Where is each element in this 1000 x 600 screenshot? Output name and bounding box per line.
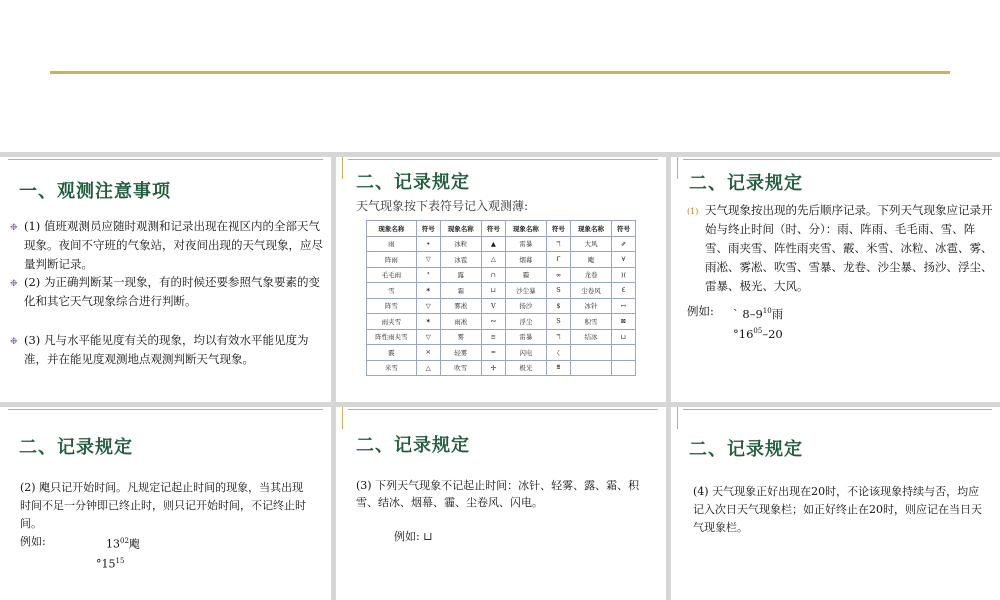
- item-1: (1) 值班观测员应随时观测和记录出现在视区内的全部天气现象。夜间不守班的气象站，对夜间出现的天气现象，应尽量判断记录。: [24, 219, 323, 271]
- table-cell: 雷暴: [505, 329, 546, 345]
- rain-symbol: `: [733, 306, 739, 321]
- table-cell: 飑: [570, 252, 611, 268]
- slide-side-rule: [342, 407, 343, 429]
- table-cell: S: [546, 314, 570, 330]
- table-intro: 天气现象按下表符号记入观测薄:: [356, 199, 529, 213]
- frost-symbol: ⊔: [423, 530, 433, 543]
- slide-1[interactable]: [0, 157, 331, 402]
- table-cell: 大风: [570, 236, 611, 252]
- table-row: [367, 252, 636, 268]
- example-1-hour: 13: [106, 537, 120, 551]
- slide-title: 二、记录规定: [356, 172, 470, 193]
- table-cell: 冰针: [570, 298, 611, 314]
- table-cell: 闪电: [505, 345, 546, 361]
- table-cell: ✢: [481, 360, 505, 376]
- squall-symbol: 飑: [128, 537, 140, 551]
- table-cell: △: [481, 252, 505, 268]
- table-row: [367, 283, 636, 299]
- table-cell: 极光: [505, 360, 546, 376]
- table-cell: [612, 360, 636, 376]
- table-cell: 雨凇: [440, 314, 481, 330]
- table-cell: 雷暴: [505, 236, 546, 252]
- slide-top-rule: [348, 159, 658, 160]
- table-row: [367, 236, 636, 252]
- table-cell: ∞: [546, 267, 570, 283]
- table-cell: 霜: [440, 283, 481, 299]
- flower-bullet-icon: ❉: [10, 223, 18, 233]
- rule-text: (3) 下列天气现象不记起止时间：冰针、轻雾、露、霜、积雪、结冰、烟幕、霾、尘卷风、闪电。: [356, 479, 640, 509]
- example-1-minute: 10: [762, 307, 772, 315]
- table-cell: ✶: [416, 314, 440, 330]
- table-row: [367, 298, 636, 314]
- rule-text: 天气现象按出现的先后顺序记录。下列天气现象应记录开始与终止时间（时、分）：雨、阵雨、毛毛雨、雪、阵雪、雨夹雪、阵性雨夹雪、霰、米雪、冰粒、冰雹、雾、雨凇、雾凇、吹雪、雪暴、龙卷、沙尘暴、扬沙、浮尘、雷暴、极光、大风。: [705, 203, 993, 293]
- table-cell: ⊔: [612, 329, 636, 345]
- table-cell: 雾: [440, 329, 481, 345]
- table-cell: •: [416, 236, 440, 252]
- slide-6[interactable]: [671, 407, 1000, 600]
- table-cell: 阵雨: [367, 252, 417, 268]
- table-cell: ▽: [416, 329, 440, 345]
- table-cell: 轻雾: [440, 345, 481, 361]
- table-cell: )(: [612, 267, 636, 283]
- example: [394, 527, 432, 546]
- table-cell: 浮尘: [505, 314, 546, 330]
- example-2: [733, 322, 783, 344]
- table-cell: 结冰: [570, 329, 611, 345]
- table-cell: 露: [440, 267, 481, 283]
- table-cell: 毛毛雨: [367, 267, 417, 283]
- column-header: 符号: [546, 221, 570, 237]
- table-cell: ⇗: [612, 236, 636, 252]
- table-cell: 米雪: [367, 360, 417, 376]
- table-cell: ∩: [481, 267, 505, 283]
- slide-top-rule: [683, 159, 992, 160]
- column-header: 符号: [612, 221, 636, 237]
- table-cell: ⨯: [416, 345, 440, 361]
- slide-5[interactable]: [336, 407, 666, 600]
- table-cell: 烟幕: [505, 252, 546, 268]
- table-row: [367, 329, 636, 345]
- table-row: [367, 345, 636, 361]
- table-cell: 吹雪: [440, 360, 481, 376]
- table-cell: 雨: [367, 236, 417, 252]
- table-cell: ✶: [416, 283, 440, 299]
- table-cell: 尘卷风: [570, 283, 611, 299]
- example-1: [106, 532, 140, 554]
- table-row: [367, 360, 636, 376]
- slide-top-rule: [8, 409, 323, 410]
- slide-title: 一、观测注意事项: [19, 181, 171, 202]
- table-cell: ▽: [416, 252, 440, 268]
- table-cell: 雪: [367, 283, 417, 299]
- flower-bullet-icon: ❉: [10, 337, 18, 347]
- table-cell: 龙卷: [570, 267, 611, 283]
- title-rule: [50, 71, 950, 74]
- table-cell: V: [481, 298, 505, 314]
- table-cell: ℸ: [546, 236, 570, 252]
- table-cell: 沙尘暴: [505, 283, 546, 299]
- table-cell: $: [546, 298, 570, 314]
- table-cell: ❜: [416, 267, 440, 283]
- table-cell: ⩩: [546, 360, 570, 376]
- table-cell: 阵雪: [367, 298, 417, 314]
- table-cell: ᒥ: [546, 252, 570, 268]
- slide-top-rule: [348, 409, 658, 410]
- column-header: 现象名称: [367, 221, 417, 237]
- example-2: [96, 552, 124, 574]
- example-2-minute: 05: [753, 327, 763, 335]
- table-cell: △: [416, 360, 440, 376]
- column-header: 现象名称: [570, 221, 611, 237]
- slide-top-rule: [8, 159, 323, 160]
- example-label: 例如:: [687, 304, 714, 318]
- table-cell: ▽: [416, 298, 440, 314]
- table-cell: 阵性雨夹雪: [367, 329, 417, 345]
- slide-top-rule: [683, 409, 992, 410]
- slide-title: 二、记录规定: [689, 439, 803, 460]
- table-cell: S: [546, 283, 570, 299]
- example-1-tail: 雨: [771, 306, 784, 321]
- table-cell: [570, 360, 611, 376]
- column-header: 符号: [481, 221, 505, 237]
- table-cell: [612, 345, 636, 361]
- table-cell: ℇ: [612, 283, 636, 299]
- column-header: 现象名称: [505, 221, 546, 237]
- weather-symbol-table: [366, 220, 636, 376]
- table-cell: 霾: [505, 267, 546, 283]
- table-cell: ∀: [612, 252, 636, 268]
- table-cell: ▲: [481, 236, 505, 252]
- table-cell: 霰: [367, 345, 417, 361]
- table-cell: ⊠: [612, 314, 636, 330]
- degree-symbol: °: [96, 557, 102, 571]
- slide-title: 二、记录规定: [19, 437, 133, 458]
- slide-2[interactable]: [336, 157, 666, 402]
- example-1-minute: 02: [120, 537, 129, 545]
- example-2-tail: –20: [762, 326, 783, 341]
- table-cell: ↔: [612, 298, 636, 314]
- table-cell: 扬沙: [505, 298, 546, 314]
- table-row: [367, 314, 636, 330]
- table-row: [367, 267, 636, 283]
- example-2-minute: 15: [115, 557, 125, 565]
- item-3: (3) 凡与水平能见度有关的现象，均以有效水平能见度为准，并在能见度观测地点观测判断天气现象。: [24, 333, 309, 366]
- slide-title: 二、记录规定: [689, 173, 803, 194]
- table-cell: 冰雹: [440, 252, 481, 268]
- table-cell: く: [546, 345, 570, 361]
- slide-side-rule: [677, 157, 678, 179]
- slide-4[interactable]: [0, 407, 331, 600]
- example-label: 例如:: [20, 535, 46, 548]
- table-cell: ⊔: [481, 283, 505, 299]
- slide-side-rule: [677, 407, 678, 429]
- item-2: (2) 为正确判断某一现象，有的时候还要参照气象要素的变化和其它天气现象综合进行判断。: [24, 275, 320, 308]
- example-2-hour: 15: [101, 557, 116, 571]
- table-header-row: [367, 221, 636, 237]
- table-cell: [570, 345, 611, 361]
- slide-title: 二、记录规定: [356, 435, 470, 456]
- top-slide: [0, 0, 1000, 152]
- table-cell: 冰粒: [440, 236, 481, 252]
- item-number: (1): [687, 207, 699, 216]
- example-label: 例如:: [394, 530, 420, 543]
- table-cell: 雾凇: [440, 298, 481, 314]
- rule-text: (4) 天气现象正好出现在20时，不论该现象持续与否，均应记入次日天气现象栏；如正好终止在20时，则应记在当日天气现象栏。: [693, 485, 982, 534]
- table-cell: =: [481, 345, 505, 361]
- example-1: [733, 302, 783, 324]
- column-header: 符号: [416, 221, 440, 237]
- rule-text: (2) 飑只记开始时间。凡规定记起止时间的现象，当其出现时间不足一分钟即已终止时，则只记开始时间，不记终止时间。: [20, 481, 306, 530]
- column-header: 现象名称: [440, 221, 481, 237]
- table-cell: 雨夹雪: [367, 314, 417, 330]
- slide-3[interactable]: [671, 157, 1000, 402]
- slide-side-rule: [342, 157, 343, 179]
- table-cell: 积雪: [570, 314, 611, 330]
- table-cell: ℸ: [546, 329, 570, 345]
- example-1-time: 8–9: [742, 306, 763, 321]
- degree-symbol: °: [733, 326, 739, 341]
- table-cell: ≡: [481, 329, 505, 345]
- table-cell: ∾: [481, 314, 505, 330]
- flower-bullet-icon: ❉: [10, 279, 18, 289]
- example-2-hour: 16: [738, 326, 754, 341]
